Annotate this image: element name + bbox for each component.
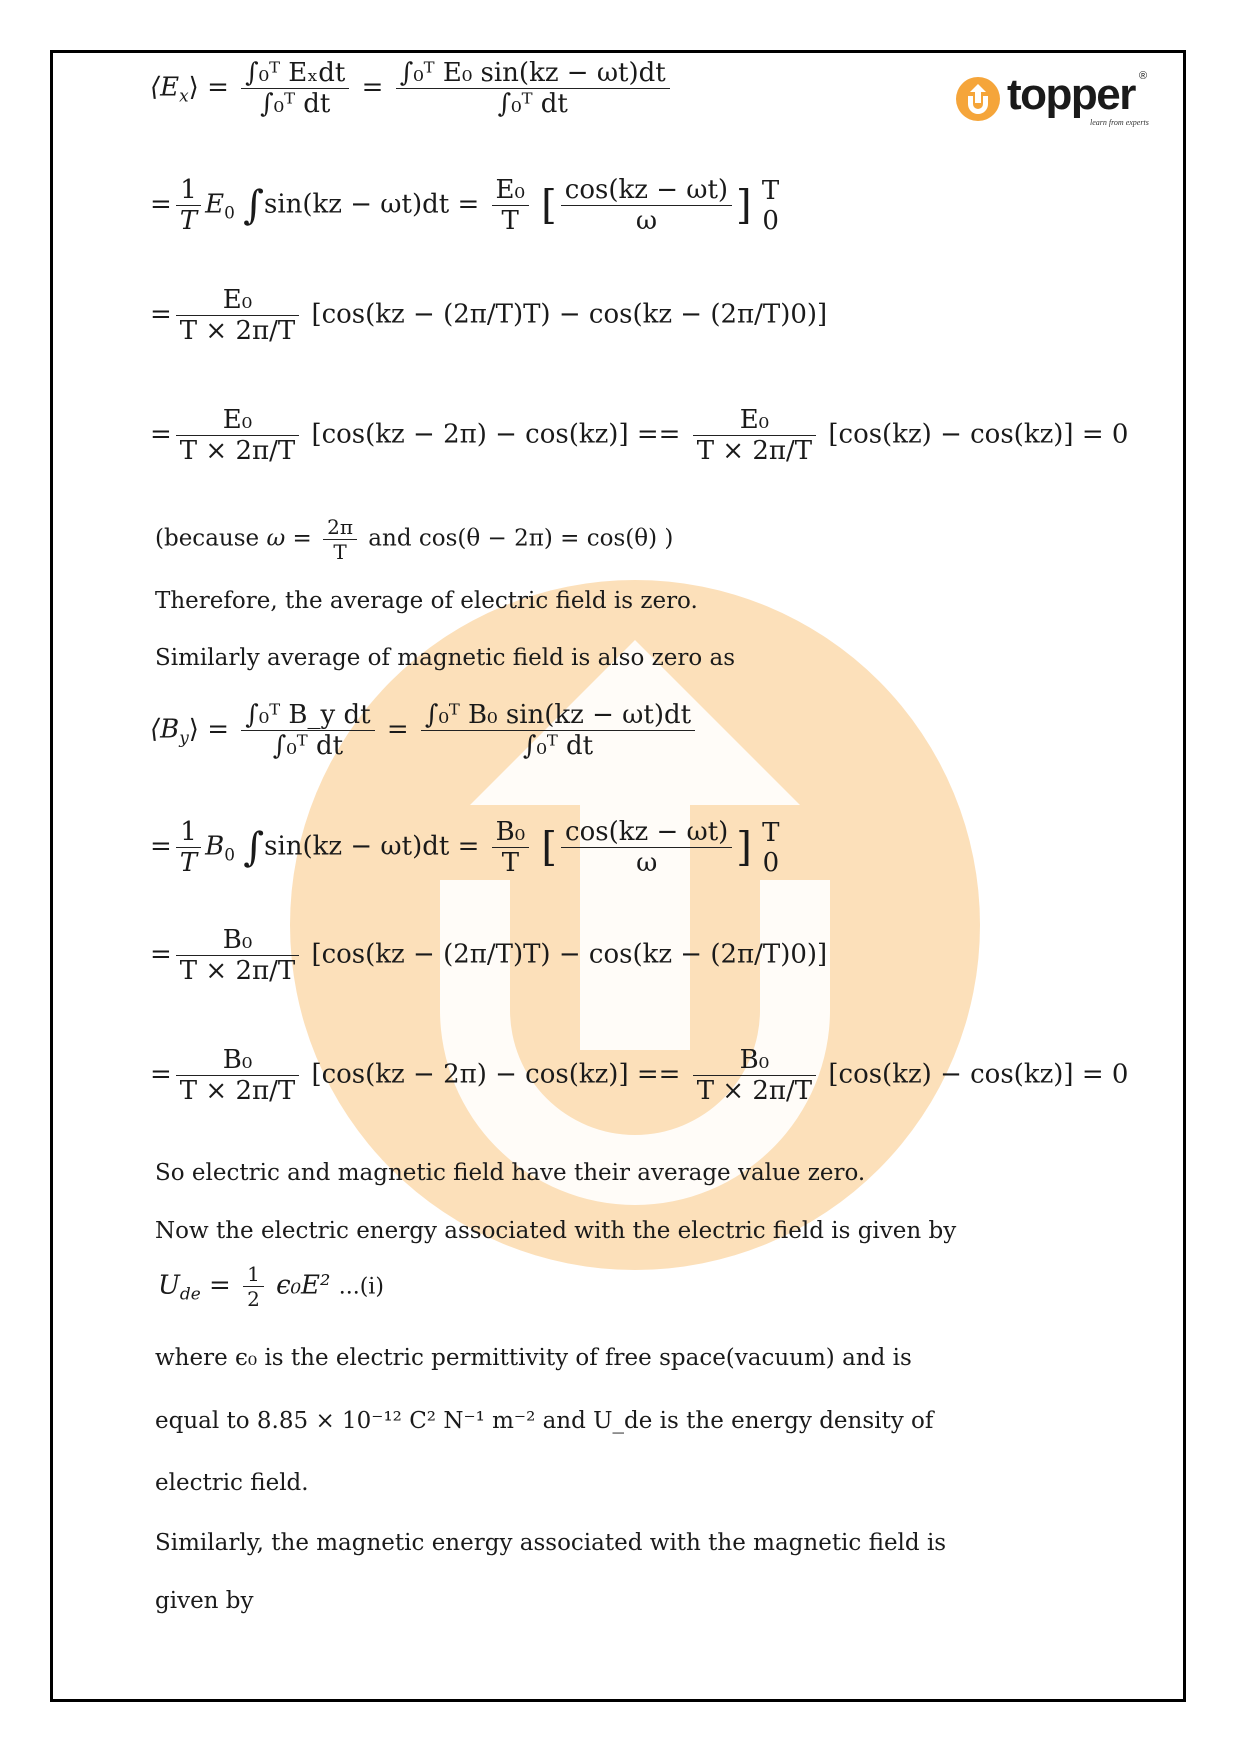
text-line-5: where ϵ₀ is the electric permittivity of free space(vacuum) and is — [155, 1345, 912, 1371]
text-line-4: Now the electric energy associated with the electric field is given by — [155, 1218, 957, 1244]
text-line-2: Similarly average of magnetic field is also zero as — [155, 645, 736, 671]
text-line-6: equal to 8.85 × 10⁻¹² C² N⁻¹ m⁻² and U_de is the energy density of — [155, 1408, 934, 1434]
equation-ude: $U_{de}$ = $\frac{1}{2}$ ϵ₀E² ...(i) — [158, 1262, 384, 1311]
text-line-7: electric field. — [155, 1470, 309, 1496]
equation-ex-step4: = $\frac{\text{E₀}}{T \times 2\pi/T}$ [cos(kz − 2π) − cos(kz)] == $\frac{\text{E₀}}{T \times 2\pi/T}$ [cos(kz) − cos(kz)] = 0 — [150, 405, 1129, 466]
because-note: (because ω = $\frac{2\pi}{T}$ and cos(θ − 2π) = cos(θ) ) — [155, 515, 674, 564]
text-line-9: given by — [155, 1588, 254, 1614]
text-line-8: Similarly, the magnetic energy associated with the magnetic field is — [155, 1530, 947, 1556]
equation-ex-average: $⟨E_x⟩$ = $\frac{\text{∫₀ᵀ Eₓdt}}{\text{∫₀ᵀ dt}}$ = $\frac{\text{∫₀ᵀ E₀ sin(kz − ωt)dt}}{\text{∫₀ᵀ dt}}$ — [150, 58, 674, 119]
brand-mark-icon — [955, 76, 1001, 122]
logo-tagline: learn from experts — [1090, 118, 1149, 127]
equation-ex-step2: = $\frac{1}{T}$ $E_0$ ∫sin(kz − ωt)dt = $\frac{\text{E₀}}{T}$ [ $\frac{\cos(kz - \omega t)}{\omega}$ ] T 0 — [150, 175, 780, 236]
equation-by-average: $⟨B_y⟩$ = $\frac{\text{∫₀ᵀ B\_y dt}}{\text{∫₀ᵀ dt}}$ = $\frac{\text{∫₀ᵀ B₀ sin(kz − ωt)dt}}{\text{∫₀ᵀ dt}}$ — [150, 700, 699, 761]
text-line-3: So electric and magnetic field have their average value zero. — [155, 1160, 866, 1186]
logo-registered: ® — [1139, 70, 1148, 82]
equation-ex-step3: = $\frac{\text{E₀}}{T \times 2\pi/T}$ [cos(kz − (2π/T)T) − cos(kz − (2π/T)0)] — [150, 285, 828, 346]
text-line-1: Therefore, the average of electric field is zero. — [155, 588, 698, 614]
brand-logo — [955, 70, 1155, 130]
logo-wordmark: topper — [1007, 70, 1135, 119]
equation-by-step4: = $\frac{\text{B₀}}{T \times 2\pi/T}$ [cos(kz − 2π) − cos(kz)] == $\frac{\text{B₀}}{T \times 2\pi/T}$ [cos(kz) − cos(kz)] = 0 — [150, 1045, 1129, 1106]
equation-by-step2: = $\frac{1}{T}$ $B_0$ ∫sin(kz − ωt)dt = $\frac{\text{B₀}}{T}$ [ $\frac{\cos(kz - \omega t)}{\omega}$ ] T 0 — [150, 817, 780, 878]
equation-by-step3: = $\frac{\text{B₀}}{T \times 2\pi/T}$ [cos(kz − (2π/T)T) − cos(kz − (2π/T)0)] — [150, 925, 828, 986]
